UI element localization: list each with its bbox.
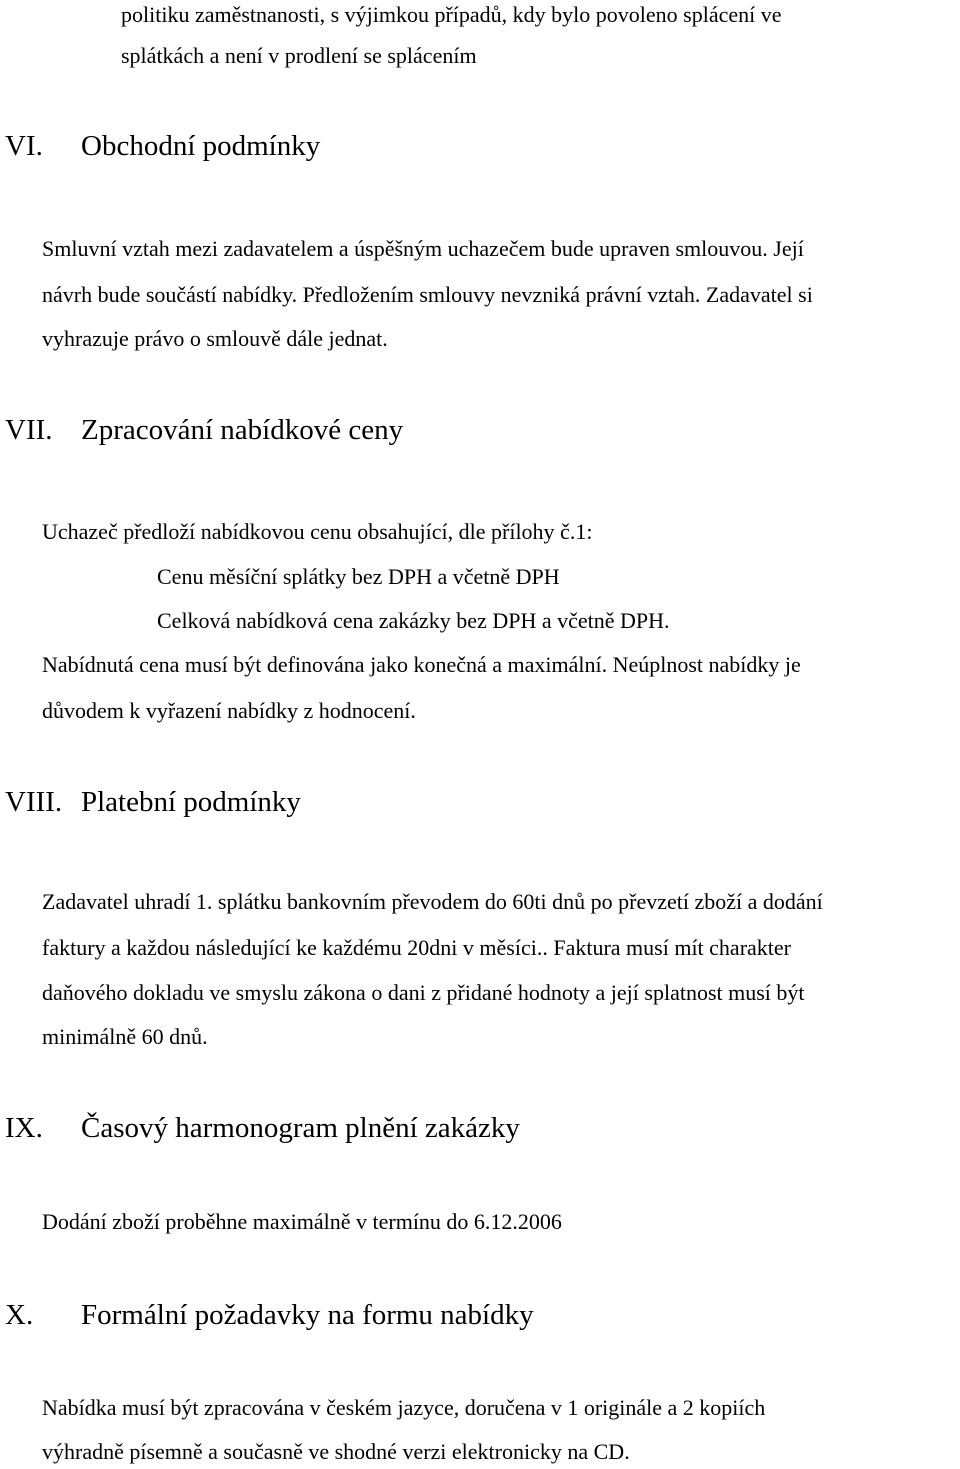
section-number: VII. bbox=[5, 414, 53, 446]
paragraph-line: faktury a každou následující ke každému 20dni v měsíci.. Faktura musí mít charakter bbox=[42, 935, 791, 960]
paragraph-line: Smluvní vztah mezi zadavatelem a úspěšným uchazečem bude upraven smlouvou. Její bbox=[42, 236, 804, 261]
section-title: Platební podmínky bbox=[81, 786, 301, 818]
paragraph-line: Zadavatel uhradí 1. splátku bankovním převodem do 60ti dnů po převzetí zboží a dodání bbox=[42, 889, 823, 914]
section-title: Formální požadavky na formu nabídky bbox=[81, 1299, 534, 1331]
paragraph-line: výhradně písemně a současně ve shodné verzi elektronicky na CD. bbox=[42, 1439, 630, 1464]
paragraph-line: Nabídnutá cena musí být definována jako konečná a maximální. Neúplnost nabídky je bbox=[42, 652, 801, 677]
paragraph-line: vyhrazuje právo o smlouvě dále jednat. bbox=[42, 326, 388, 351]
paragraph-line: Dodání zboží proběhne maximálně v termínu do 6.12.2006 bbox=[42, 1209, 562, 1234]
paragraph-line: daňového dokladu ve smyslu zákona o dani z přidané hodnoty a její splatnost musí být bbox=[42, 980, 805, 1005]
section-number: X. bbox=[5, 1299, 34, 1331]
paragraph-line: Uchazeč předloží nabídkovou cenu obsahující, dle přílohy č.1: bbox=[42, 519, 593, 544]
section-number: VI. bbox=[5, 130, 43, 162]
section-title: Obchodní podmínky bbox=[81, 130, 321, 162]
section-number: IX. bbox=[5, 1112, 43, 1144]
paragraph-line: návrh bude součástí nabídky. Předložením smlouvy nevzniká právní vztah. Zadavatel si bbox=[42, 282, 813, 307]
section-title: Zpracování nabídkové ceny bbox=[81, 414, 404, 446]
section-title: Časový harmonogram plnění zakázky bbox=[81, 1112, 520, 1144]
paragraph-line: politiku zaměstnanosti, s výjimkou případů, kdy bylo povoleno splácení ve bbox=[121, 2, 782, 27]
list-item: Cenu měsíční splátky bez DPH a včetně DPH bbox=[157, 564, 560, 589]
paragraph-line: minimálně 60 dnů. bbox=[42, 1024, 208, 1049]
paragraph-line: důvodem k vyřazení nabídky z hodnocení. bbox=[42, 698, 416, 723]
list-item: Celková nabídková cena zakázky bez DPH a včetně DPH. bbox=[157, 608, 670, 633]
paragraph-line: Nabídka musí být zpracována v českém jazyce, doručena v 1 originále a 2 kopiích bbox=[42, 1395, 766, 1420]
paragraph-line: splátkách a není v prodlení se splácením bbox=[121, 43, 477, 68]
section-number: VIII. bbox=[5, 786, 63, 818]
